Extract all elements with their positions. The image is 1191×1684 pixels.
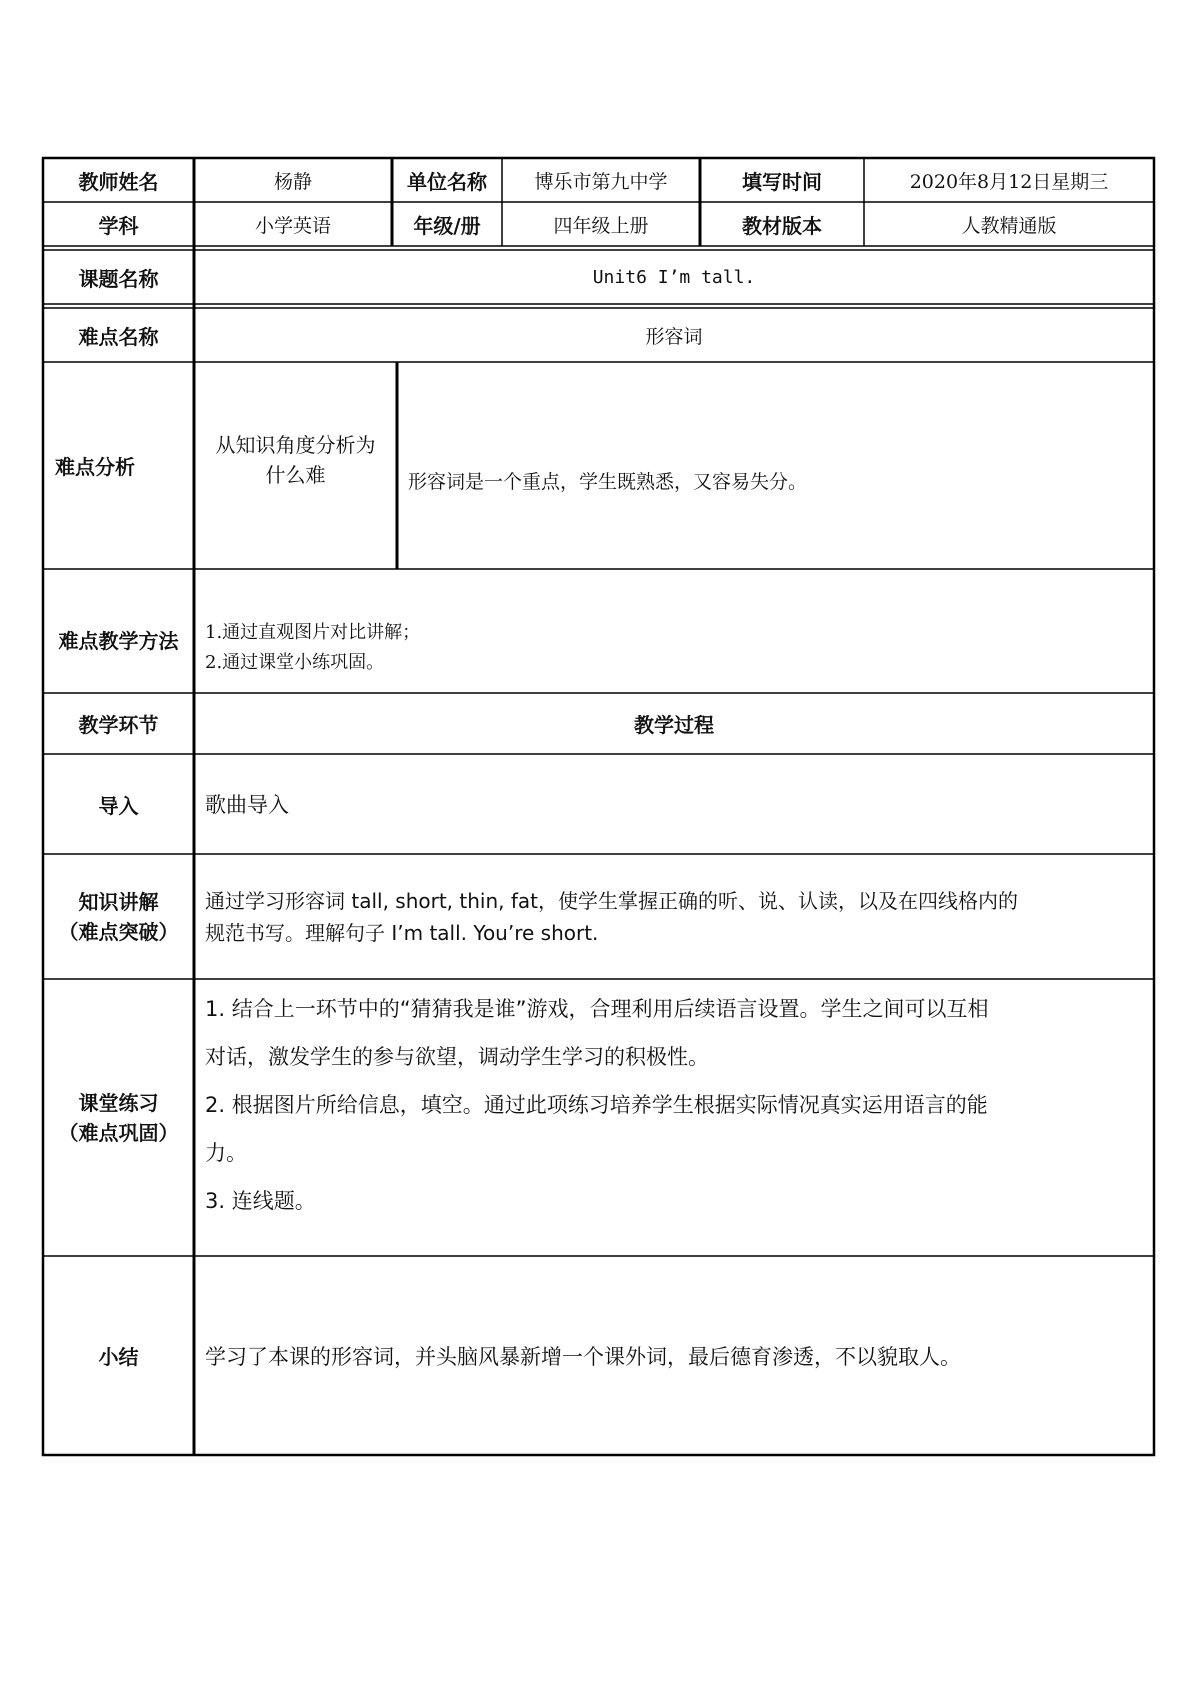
method-label: 难点教学方法 bbox=[58, 628, 179, 653]
subject-label: 学科 bbox=[98, 213, 139, 238]
edition-value: 人教精通版 bbox=[961, 214, 1057, 237]
difficulty-value: 形容词 bbox=[645, 325, 703, 348]
process-header-label: 教学过程 bbox=[634, 713, 714, 737]
intro-label: 导入 bbox=[98, 793, 139, 818]
practice-item2-line2: 力。 bbox=[205, 1141, 247, 1165]
date-value: 2020年8月12日星期三 bbox=[909, 170, 1109, 193]
knowledge-line1: 通过学习形容词 tall, short, thin, fat，使学生掌握正确的听、说、认读，以及在四线格内的 bbox=[205, 888, 1018, 913]
unit-label: 单位名称 bbox=[407, 169, 487, 194]
grade-value: 四年级上册 bbox=[553, 214, 649, 237]
knowledge-line2: 规范书写。理解句子 I’m tall. You’re short. bbox=[205, 920, 599, 945]
summary-value: 学习了本课的形容词，并头脑风暴新增一个课外词，最后德育渗透，不以貌取人。 bbox=[205, 1344, 961, 1369]
practice-item2-line1: 2. 根据图片所给信息，填空。通过此项练习培养学生根据实际情况真实运用语言的能 bbox=[205, 1093, 988, 1117]
edition-label: 教材版本 bbox=[742, 213, 822, 238]
method-value bbox=[205, 615, 1145, 681]
practice-content bbox=[205, 985, 1145, 1225]
method-line1: 1.通过直观图片对比讲解； bbox=[205, 622, 421, 643]
practice-label-line1: 课堂练习 bbox=[78, 1090, 159, 1115]
topic-label: 课题名称 bbox=[78, 266, 159, 291]
knowledge-label-line2: （难点突破） bbox=[58, 919, 179, 944]
subject-value: 小学英语 bbox=[254, 214, 331, 237]
practice-label-line2: （难点巩固） bbox=[58, 1120, 179, 1145]
summary-label: 小结 bbox=[98, 1345, 139, 1369]
stage-header-label: 教学环节 bbox=[78, 713, 159, 737]
practice-item1-line2: 对话，激发学生的参与欲望，调动学生学习的积极性。 bbox=[205, 1045, 709, 1069]
analysis-sub-label-line2: 什么难 bbox=[265, 463, 326, 487]
date-label: 填写时间 bbox=[742, 169, 822, 194]
knowledge-label-line1: 知识讲解 bbox=[78, 889, 159, 914]
difficulty-label: 难点名称 bbox=[78, 324, 159, 349]
practice-item1-line1: 1. 结合上一环节中的“猜猜我是谁”游戏，合理利用后续语言设置。学生之间可以互相 bbox=[205, 997, 989, 1021]
grade-label: 年级/册 bbox=[413, 213, 481, 238]
knowledge-value bbox=[205, 854, 1150, 979]
analysis-label: 难点分析 bbox=[55, 455, 135, 479]
intro-value: 歌曲导入 bbox=[205, 793, 289, 817]
practice-label bbox=[43, 979, 194, 1256]
topic-value: Unit6 I’m tall. bbox=[592, 266, 756, 288]
method-line2: 2.通过课堂小练巩固。 bbox=[205, 652, 385, 673]
analysis-sub-label-line1: 从知识角度分析为 bbox=[215, 433, 376, 457]
analysis-value: 形容词是一个重点，学生既熟悉，又容易失分。 bbox=[408, 470, 808, 493]
teacher-value: 杨静 bbox=[273, 170, 312, 193]
practice-item3: 3. 连线题。 bbox=[205, 1189, 316, 1213]
knowledge-label bbox=[43, 854, 194, 979]
unit-value: 博乐市第九中学 bbox=[534, 170, 668, 193]
teacher-label: 教师姓名 bbox=[78, 169, 159, 194]
analysis-sub-label bbox=[194, 420, 397, 500]
